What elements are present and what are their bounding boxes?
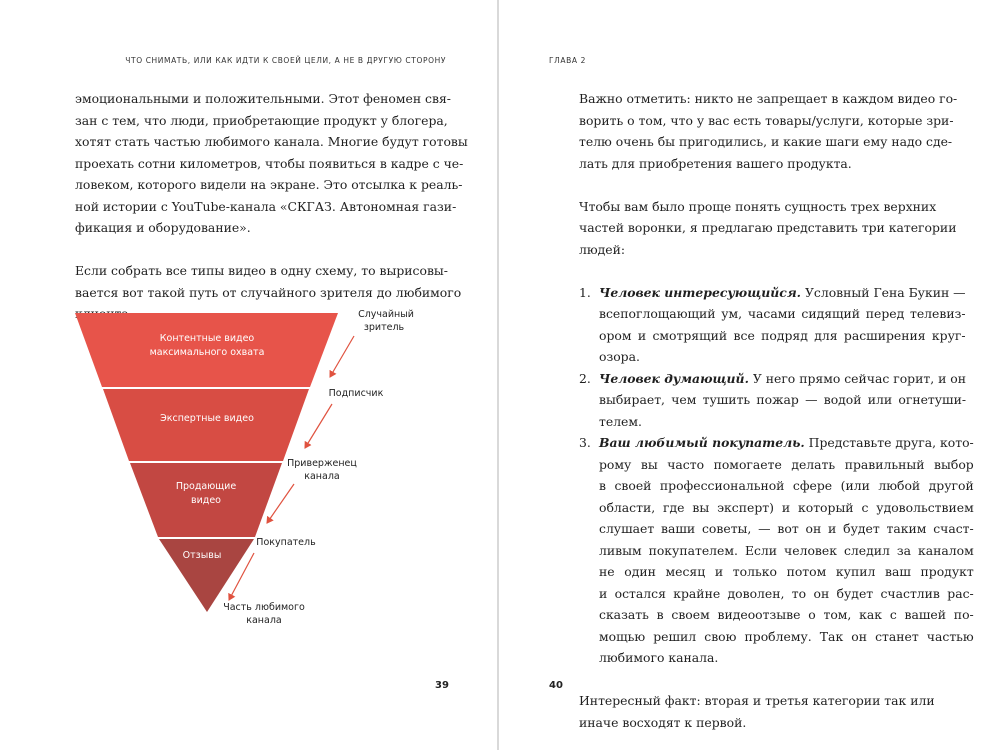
text-line: рому вы часто помогаете делать правильный выбор: [599, 456, 974, 472]
text-line: Если собрать все типы видео в одну схему, то вырисовы-: [75, 263, 448, 278]
text-line: мощью решил свою проблему. Так он станет частью: [599, 628, 974, 644]
text-line: всепоглощающий ум, часами сидящий перед телевиз-: [599, 306, 966, 321]
text-line: ливым покупателем. Если человек следил за каналом: [599, 542, 974, 558]
text-line: озора.: [599, 349, 640, 364]
right-paragraph-2: [579, 196, 957, 261]
text-line: эмоциональными и положительными. Этот феномен свя-: [75, 91, 451, 106]
funnel-segment-label: Отзывы: [182, 550, 222, 561]
stage-label: Подписчик: [328, 388, 384, 399]
list-term: Человек интересующийся.: [599, 284, 801, 300]
stage-label: Приверженец: [287, 458, 357, 469]
text-line: ворить о том, что у вас есть товары/услуги, которые зри-: [579, 112, 954, 128]
list-item: [579, 282, 966, 368]
stage-label: Покупатель: [256, 537, 316, 548]
text-line: области, где вы эксперт) и который с удовольствием: [599, 499, 974, 515]
list-text: Представьте друга, кото-: [804, 435, 974, 450]
text-line: ором и смотрящий все подряд для расширения круг-: [599, 327, 966, 343]
running-head-left: ЧТО СНИМАТЬ, ИЛИ КАК ИДТИ К СВОЕЙ ЦЕЛИ, А НЕ В ДРУГУЮ СТОРОНУ: [125, 56, 446, 65]
text-line: выбирает, чем тушить пожар — водой или огнетуши-: [599, 392, 967, 407]
text-line: Интересный факт: вторая и третья категории так или: [579, 693, 935, 708]
text-line: Чтобы вам было проще понять сущность трех верхних: [579, 198, 937, 214]
list-number: 1.: [579, 284, 591, 300]
stage-label: Случайный: [358, 309, 414, 320]
funnel-segment-label: видео: [191, 495, 221, 506]
stage-label: канала: [304, 471, 340, 482]
text-line: людей:: [579, 241, 626, 257]
list-number: 3.: [579, 435, 591, 450]
text-line: любимого канала.: [599, 650, 719, 665]
text-line: телем.: [599, 413, 642, 429]
right-paragraph-1: [579, 88, 958, 174]
text-line: телю очень бы пригодились, и какие шаги ему надо сде-: [579, 134, 953, 149]
flow-arrow: [305, 404, 332, 448]
text-line: проехать сотни километров, чтобы появиться в кадре с че-: [75, 155, 464, 171]
funnel-segment-label: Экспертные видео: [160, 413, 254, 424]
text-line: не один месяц и только потом купил ваш продукт: [599, 564, 974, 579]
text-line: вается вот такой путь от случайного зрителя до любимого: [75, 284, 462, 300]
text-line: слушает ваши советы, — вот он и будет таким счаст-: [599, 521, 974, 536]
text-line: зан с тем, что люди, приобретающие продукт у блогера,: [75, 112, 448, 128]
stage-label: зритель: [363, 322, 405, 333]
stage-label: канала: [246, 615, 282, 626]
list-term: Человек думающий.: [599, 370, 749, 386]
funnel-segment-label: Контентные видео: [159, 333, 255, 344]
funnel-diagram: [0, 0, 497, 754]
text-line: ловеком, которого видели на экране. Это отсылка к реаль-: [75, 177, 463, 192]
running-head-right: ГЛАВА 2: [549, 56, 586, 65]
text-line: ной истории с YouTube-канала «СКГАЗ. Автономная гази-: [75, 198, 457, 214]
list-term: Ваш любимый покупатель.: [599, 435, 805, 450]
text-line: Важно отметить: никто не запрещает в каждом видео го-: [579, 91, 958, 106]
left-page: [0, 0, 497, 750]
text-line: в своей профессиональной сфере (или любой другой: [599, 478, 974, 493]
text-line: хотят стать частью любимого канала. Многие будут готовы: [75, 134, 468, 149]
stage-label: Часть любимого: [223, 602, 305, 613]
people-categories-list: [579, 282, 974, 669]
right-paragraph-3: [579, 690, 935, 733]
list-text: У него прямо сейчас горит, и он: [748, 370, 967, 386]
text-line: частей воронки, я предлагаю представить три категории: [579, 220, 957, 235]
funnel-segment-label: максимального охвата: [149, 347, 265, 358]
funnel-segment-expert: [103, 389, 309, 461]
text-line: лать для приобретения вашего продукта.: [579, 155, 852, 171]
page-number-left: 39: [435, 680, 449, 691]
text-line: иначе восходят к первой.: [579, 714, 747, 730]
text-line: сказать в своем видеоотзыве о том, как с вашей по-: [599, 607, 974, 622]
text-line: фикация и оборудование».: [75, 220, 251, 235]
list-text: Условный Гена Букин —: [801, 284, 966, 300]
page-number-right: 40: [549, 680, 563, 691]
text-line: и остался крайне доволен, то он будет счастлив рас-: [599, 585, 974, 601]
flow-arrow: [330, 336, 354, 377]
right-body-text: [579, 88, 974, 733]
right-page: [499, 0, 997, 750]
list-number: 2.: [579, 370, 591, 386]
list-item: [579, 432, 974, 669]
funnel-segment-label: Продающие: [175, 481, 237, 492]
list-item: [579, 368, 967, 433]
